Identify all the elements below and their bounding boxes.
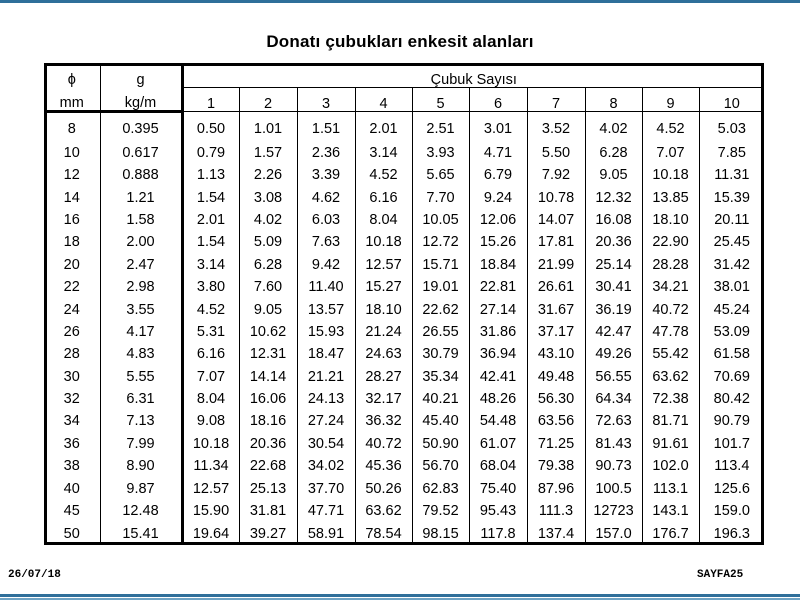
diameter-cell: 40 [44,478,100,500]
area-cell: 31.42 [713,256,750,273]
area-cell: 15.26 [469,231,527,253]
area-cell: 37.70 [297,478,355,500]
area-cell: 32.17 [355,388,412,410]
area-cell: 40.72 [355,433,412,455]
area-cell: 62.83 [412,478,469,500]
area-cell: 91.61 [642,433,699,455]
area-cell: 10.18 [355,231,412,253]
count-header-8: 8 [585,88,642,112]
area-cell: 79.38 [527,455,585,477]
area-cell: 16.08 [585,209,642,231]
diameter-cell: 24 [44,299,100,321]
count-header-2: 2 [239,88,297,112]
area-cell: 42.41 [469,366,527,388]
area-cell: 56.30 [527,388,585,410]
area-cell: 117.8 [469,523,527,546]
count-header-5: 5 [412,88,469,112]
area-cell: 10.18 [182,433,239,455]
count-header-4: 4 [355,88,412,112]
area-cell: 102.0 [642,455,699,477]
area-cell: 71.25 [527,433,585,455]
area-cell: 79.52 [412,500,469,522]
diameter-cell: 26 [44,321,100,343]
area-cell: 81.43 [585,433,642,455]
area-cell: 21.99 [527,254,585,276]
area-cell: 2.51 [412,112,469,142]
unit-weight-cell: 4.17 [100,321,182,343]
area-cell: 159.0 [713,503,750,520]
area-cell: 3.01 [469,112,527,142]
area-cell: 34.21 [642,276,699,298]
count-header-7: 7 [527,88,585,112]
area-cell: 7.70 [412,187,469,209]
diameter-cell: 45 [44,500,100,522]
area-cell: 72.38 [642,388,699,410]
area-cell: 2.26 [239,164,297,186]
unit-weight-cell: 8.90 [100,455,182,477]
area-cell: 9.42 [297,254,355,276]
area-cell: 55.42 [642,343,699,365]
area-cell: 3.52 [527,112,585,142]
area-cell: 20.36 [239,433,297,455]
area-cell: 7.60 [239,276,297,298]
area-cell: 45.36 [355,455,412,477]
area-cell: 12.57 [182,478,239,500]
area-cell: 58.91 [297,523,355,546]
area-cell: 39.27 [239,523,297,546]
diameter-cell: 50 [44,523,100,546]
area-cell: 3.39 [297,164,355,186]
area-cell: 10.05 [412,209,469,231]
unit-weight-cell: 15.41 [100,523,182,546]
unit-weight-cell: 1.21 [100,187,182,209]
count-header-6: 6 [469,88,527,112]
area-cell: 8.04 [355,209,412,231]
area-cell: 1.54 [182,231,239,253]
diameter-cell: 22 [44,276,100,298]
area-cell: 4.52 [642,112,699,142]
diameter-cell: 28 [44,343,100,365]
area-cell: 81.71 [642,411,699,433]
area-cell: 113.4 [714,458,750,475]
count-header-3: 3 [297,88,355,112]
area-cell: 31.81 [239,500,297,522]
area-cell: 47.78 [642,321,699,343]
area-cell: 113.1 [642,478,699,500]
area-cell: 63.62 [642,366,699,388]
area-cell: 7.07 [642,142,699,164]
area-cell: 7.07 [182,366,239,388]
area-cell: 22.62 [412,299,469,321]
area-cell: 10.62 [239,321,297,343]
area-cell: 2.01 [182,209,239,231]
area-cell: 18.84 [469,254,527,276]
area-cell: 3.08 [239,187,297,209]
area-cell: 10.18 [642,164,699,186]
area-cell: 24.13 [297,388,355,410]
bar-count-title: Çubuk Sayısı [182,63,764,88]
area-cell: 15.93 [297,321,355,343]
area-cell: 30.54 [297,433,355,455]
area-cell: 0.50 [182,112,239,142]
area-cell: 49.26 [585,343,642,365]
unit-weight-cell: 3.55 [100,299,182,321]
area-cell: 5.50 [527,142,585,164]
area-cell: 12.72 [412,231,469,253]
area-cell: 6.79 [469,164,527,186]
diameter-cell: 32 [44,388,100,410]
area-cell: 3.80 [182,276,239,298]
unit-weight-cell: 2.98 [100,276,182,298]
area-cell: 8.04 [182,388,239,410]
unit-weight-cell: 0.617 [100,142,182,164]
area-cell: 45.24 [713,301,750,318]
count-header-9: 9 [642,88,699,112]
area-cell: 6.16 [182,343,239,365]
area-cell: 7.92 [527,164,585,186]
area-cell: 31.86 [469,321,527,343]
area-cell: 27.24 [297,411,355,433]
unit-weight-cell: 7.13 [100,411,182,433]
area-cell: 13.57 [297,299,355,321]
area-cell: 48.26 [469,388,527,410]
area-cell: 3.14 [355,142,412,164]
area-cell: 12723 [585,500,642,522]
bottom-rule [0,594,800,597]
area-cell: 4.02 [585,112,642,142]
area-cell: 14.14 [239,366,297,388]
unit-weight-cell: 5.55 [100,366,182,388]
area-cell: 19.64 [182,523,239,546]
unit-weight-cell: 2.47 [100,254,182,276]
area-cell: 4.71 [469,142,527,164]
area-cell: 101.7 [713,435,750,452]
area-cell: 22.68 [239,455,297,477]
area-cell: 2.36 [297,142,355,164]
area-cell: 9.08 [182,411,239,433]
area-cell: 1.13 [182,164,239,186]
area-cell: 30.41 [585,276,642,298]
phi-symbol-header: ϕ [44,63,100,88]
area-cell: 70.69 [713,368,750,385]
area-cell: 2.01 [355,112,412,142]
area-cell: 18.10 [355,299,412,321]
area-cell: 15.71 [412,254,469,276]
area-cell: 18.16 [239,411,297,433]
area-cell: 49.48 [527,366,585,388]
area-cell: 31.67 [527,299,585,321]
area-cell: 11.31 [714,167,750,184]
diameter-cell: 20 [44,254,100,276]
unit-weight-cell: 0.888 [100,164,182,186]
area-cell: 37.17 [527,321,585,343]
area-cell: 53.09 [713,323,750,340]
area-cell: 11.40 [297,276,355,298]
diameter-cell: 14 [44,187,100,209]
page-title: Donatı çubukları enkesit alanları [266,32,534,51]
area-cell: 14.07 [527,209,585,231]
area-cell: 143.1 [642,500,699,522]
area-cell: 78.54 [355,523,412,546]
area-cell: 5.65 [412,164,469,186]
area-cell: 18.47 [297,343,355,365]
diameter-cell: 36 [44,433,100,455]
area-cell: 15.39 [713,189,750,206]
area-cell: 111.3 [527,500,585,522]
footer-date: 26/07/18 [8,569,61,581]
unit-weight-cell: 2.00 [100,231,182,253]
unit-weight-cell: 9.87 [100,478,182,500]
diameter-cell: 16 [44,209,100,231]
area-cell: 0.79 [182,142,239,164]
area-cell: 9.24 [469,187,527,209]
count-header-1: 1 [182,88,239,112]
diameter-cell: 18 [44,231,100,253]
area-cell: 100.5 [585,478,642,500]
area-cell: 25.45 [713,234,750,251]
area-cell: 4.52 [355,164,412,186]
area-cell: 5.03 [717,120,746,137]
unit-weight-cell: 1.58 [100,209,182,231]
area-cell: 9.05 [585,164,642,186]
area-cell: 61.58 [713,346,750,363]
diameter-cell: 12 [44,164,100,186]
area-cell: 26.61 [527,276,585,298]
diameter-cell: 30 [44,366,100,388]
area-cell: 87.96 [527,478,585,500]
area-cell: 47.71 [297,500,355,522]
area-cell: 12.06 [469,209,527,231]
area-cell: 196.3 [713,525,750,542]
area-cell: 13.85 [642,187,699,209]
area-cell: 26.55 [412,321,469,343]
area-cell: 3.93 [412,142,469,164]
area-cell: 63.56 [527,411,585,433]
g-unit-header: kg/m [100,88,182,112]
area-cell: 21.24 [355,321,412,343]
diameter-cell: 8 [44,112,100,142]
unit-weight-cell: 0.395 [100,112,182,142]
area-cell: 6.16 [355,187,412,209]
area-cell: 42.47 [585,321,642,343]
area-cell: 72.63 [585,411,642,433]
footer-page-number: SAYFA25 [697,569,744,581]
area-cell: 61.07 [469,433,527,455]
area-cell: 11.34 [182,455,239,477]
area-cell: 1.54 [182,187,239,209]
area-cell: 12.32 [585,187,642,209]
diameter-cell: 10 [44,142,100,164]
area-cell: 4.52 [182,299,239,321]
area-cell: 176.7 [642,523,699,546]
table-frame [44,63,764,545]
area-cell: 56.70 [412,455,469,477]
area-cell: 36.19 [585,299,642,321]
area-cell: 90.79 [713,413,750,430]
area-cell: 125.6 [713,480,750,497]
area-cell: 34.02 [297,455,355,477]
area-cell: 4.02 [239,209,297,231]
area-cell: 5.31 [182,321,239,343]
area-cell: 20.11 [714,211,750,228]
area-cell: 1.01 [239,112,297,142]
area-cell: 18.10 [642,209,699,231]
area-cell: 5.09 [239,231,297,253]
area-cell: 63.62 [355,500,412,522]
area-cell: 25.13 [239,478,297,500]
unit-weight-cell: 12.48 [100,500,182,522]
g-symbol-header: g [100,63,182,88]
area-cell: 25.14 [585,254,642,276]
area-cell: 12.57 [355,254,412,276]
area-cell: 50.90 [412,433,469,455]
area-cell: 9.05 [239,299,297,321]
phi-unit-header: mm [44,88,100,112]
area-cell: 3.14 [182,254,239,276]
area-cell: 68.04 [469,455,527,477]
area-cell: 17.81 [527,231,585,253]
area-cell: 1.57 [239,142,297,164]
area-cell: 4.62 [297,187,355,209]
area-cell: 28.27 [355,366,412,388]
unit-weight-cell: 6.31 [100,388,182,410]
area-cell: 6.03 [297,209,355,231]
unit-weight-cell: 7.99 [100,433,182,455]
area-cell: 98.15 [412,523,469,546]
area-cell: 43.10 [527,343,585,365]
area-cell: 16.06 [239,388,297,410]
area-cell: 35.34 [412,366,469,388]
area-cell: 45.40 [412,411,469,433]
area-cell: 90.73 [585,455,642,477]
area-cell: 21.21 [297,366,355,388]
area-cell: 22.81 [469,276,527,298]
area-cell: 7.63 [297,231,355,253]
area-cell: 95.43 [469,500,527,522]
area-cell: 24.63 [355,343,412,365]
unit-weight-cell: 4.83 [100,343,182,365]
area-cell: 20.36 [585,231,642,253]
area-cell: 27.14 [469,299,527,321]
area-cell: 30.79 [412,343,469,365]
top-rule [0,0,800,3]
area-cell: 137.4 [527,523,585,546]
diameter-cell: 38 [44,455,100,477]
area-cell: 36.94 [469,343,527,365]
area-cell: 64.34 [585,388,642,410]
area-cell: 38.01 [713,279,750,296]
area-cell: 36.32 [355,411,412,433]
area-cell: 6.28 [239,254,297,276]
area-cell: 40.21 [412,388,469,410]
area-cell: 7.85 [717,144,746,161]
area-cell: 15.27 [355,276,412,298]
area-cell: 75.40 [469,478,527,500]
area-cell: 40.72 [642,299,699,321]
area-cell: 19.01 [412,276,469,298]
diameter-cell: 34 [44,411,100,433]
area-cell: 80.42 [713,391,750,408]
count-header-10: 10 [699,88,764,112]
area-cell: 1.51 [297,112,355,142]
area-cell: 6.28 [585,142,642,164]
area-cell: 15.90 [182,500,239,522]
area-cell: 54.48 [469,411,527,433]
area-cell: 12.31 [239,343,297,365]
area-cell: 56.55 [585,366,642,388]
area-cell: 157.0 [585,523,642,546]
area-cell: 28.28 [642,254,699,276]
area-cell: 10.78 [527,187,585,209]
area-cell: 22.90 [642,231,699,253]
area-cell: 50.26 [355,478,412,500]
